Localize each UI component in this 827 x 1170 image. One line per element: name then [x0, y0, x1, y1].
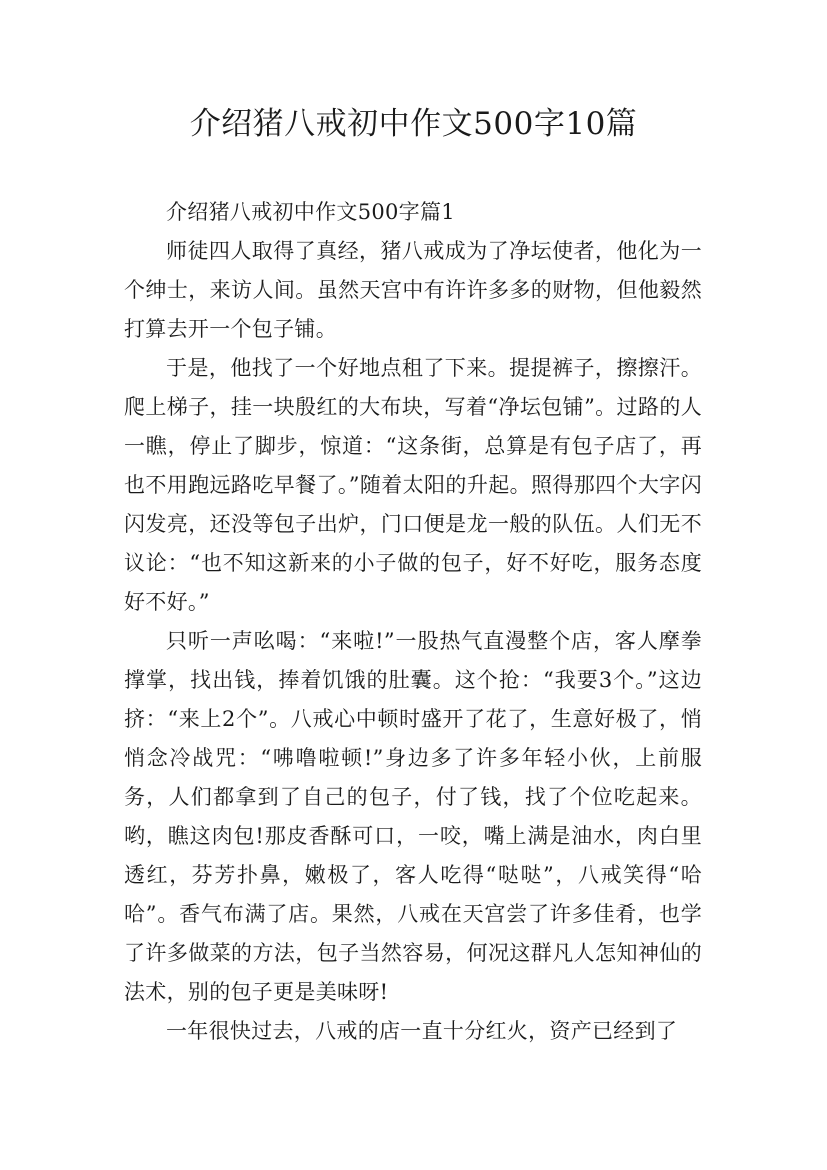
document-title: 介绍猪八戒初中作文500字10篇 [189, 106, 638, 142]
section-heading: 介绍猪八戒初中作文500字篇1 [166, 200, 455, 224]
document-body [124, 193, 702, 1051]
paragraph-2: 于是，他找了一个好地点租了下来。提提裤子，擦擦汗。爬上梯子，挂一块殷红的大布块，写着“净坛包铺”。过路的人一瞧，停止了脚步，惊道：“这条街，总算是有包子店了，再也不用跑远路吃早餐了。”随着太阳的升起。照得那四个大字闪闪发亮，还没等包子出炉，门口便是龙一般的队伍。人们无不议论：“也不知这新来的小子做的包子，好不好吃，服务态度好不好。” [124, 356, 702, 614]
paragraph-3: 只听一声吆喝：“来啦!”一股热气直漫整个店，客人摩拳撑掌，找出钱，捧着饥饿的肚囊。这个抢：“我要3个。”这边挤：“来上2个”。八戒心中顿时盛开了花了，生意好极了，悄悄念冷战咒：“咈噜啦顿!”身边多了许多年轻小伙，上前服务，人们都拿到了自己的包子，付了钱，找了个位吃起来。哟，瞧这肉包!那皮香酥可口，一咬，嘴上满是油水，肉白里透红，芬芳扑鼻，嫩极了，客人吃得“哒哒”，八戒笑得“哈哈”。香气布满了店。果然，八戒在天宫尝了许多佳肴，也学了许多做菜的方法，包子当然容易，何况这群凡人怎知神仙的法术，别的包子更是美味呀! [124, 629, 702, 1004]
paragraph-1: 师徒四人取得了真经，猪八戒成为了净坛使者，他化为一个绅士，来访人间。虽然天宫中有许许多多的财物，但他毅然打算去开一个包子铺。 [124, 239, 702, 341]
paragraph-4: 一年很快过去，八戒的店一直十分红火，资产已经到了 [166, 1019, 678, 1043]
